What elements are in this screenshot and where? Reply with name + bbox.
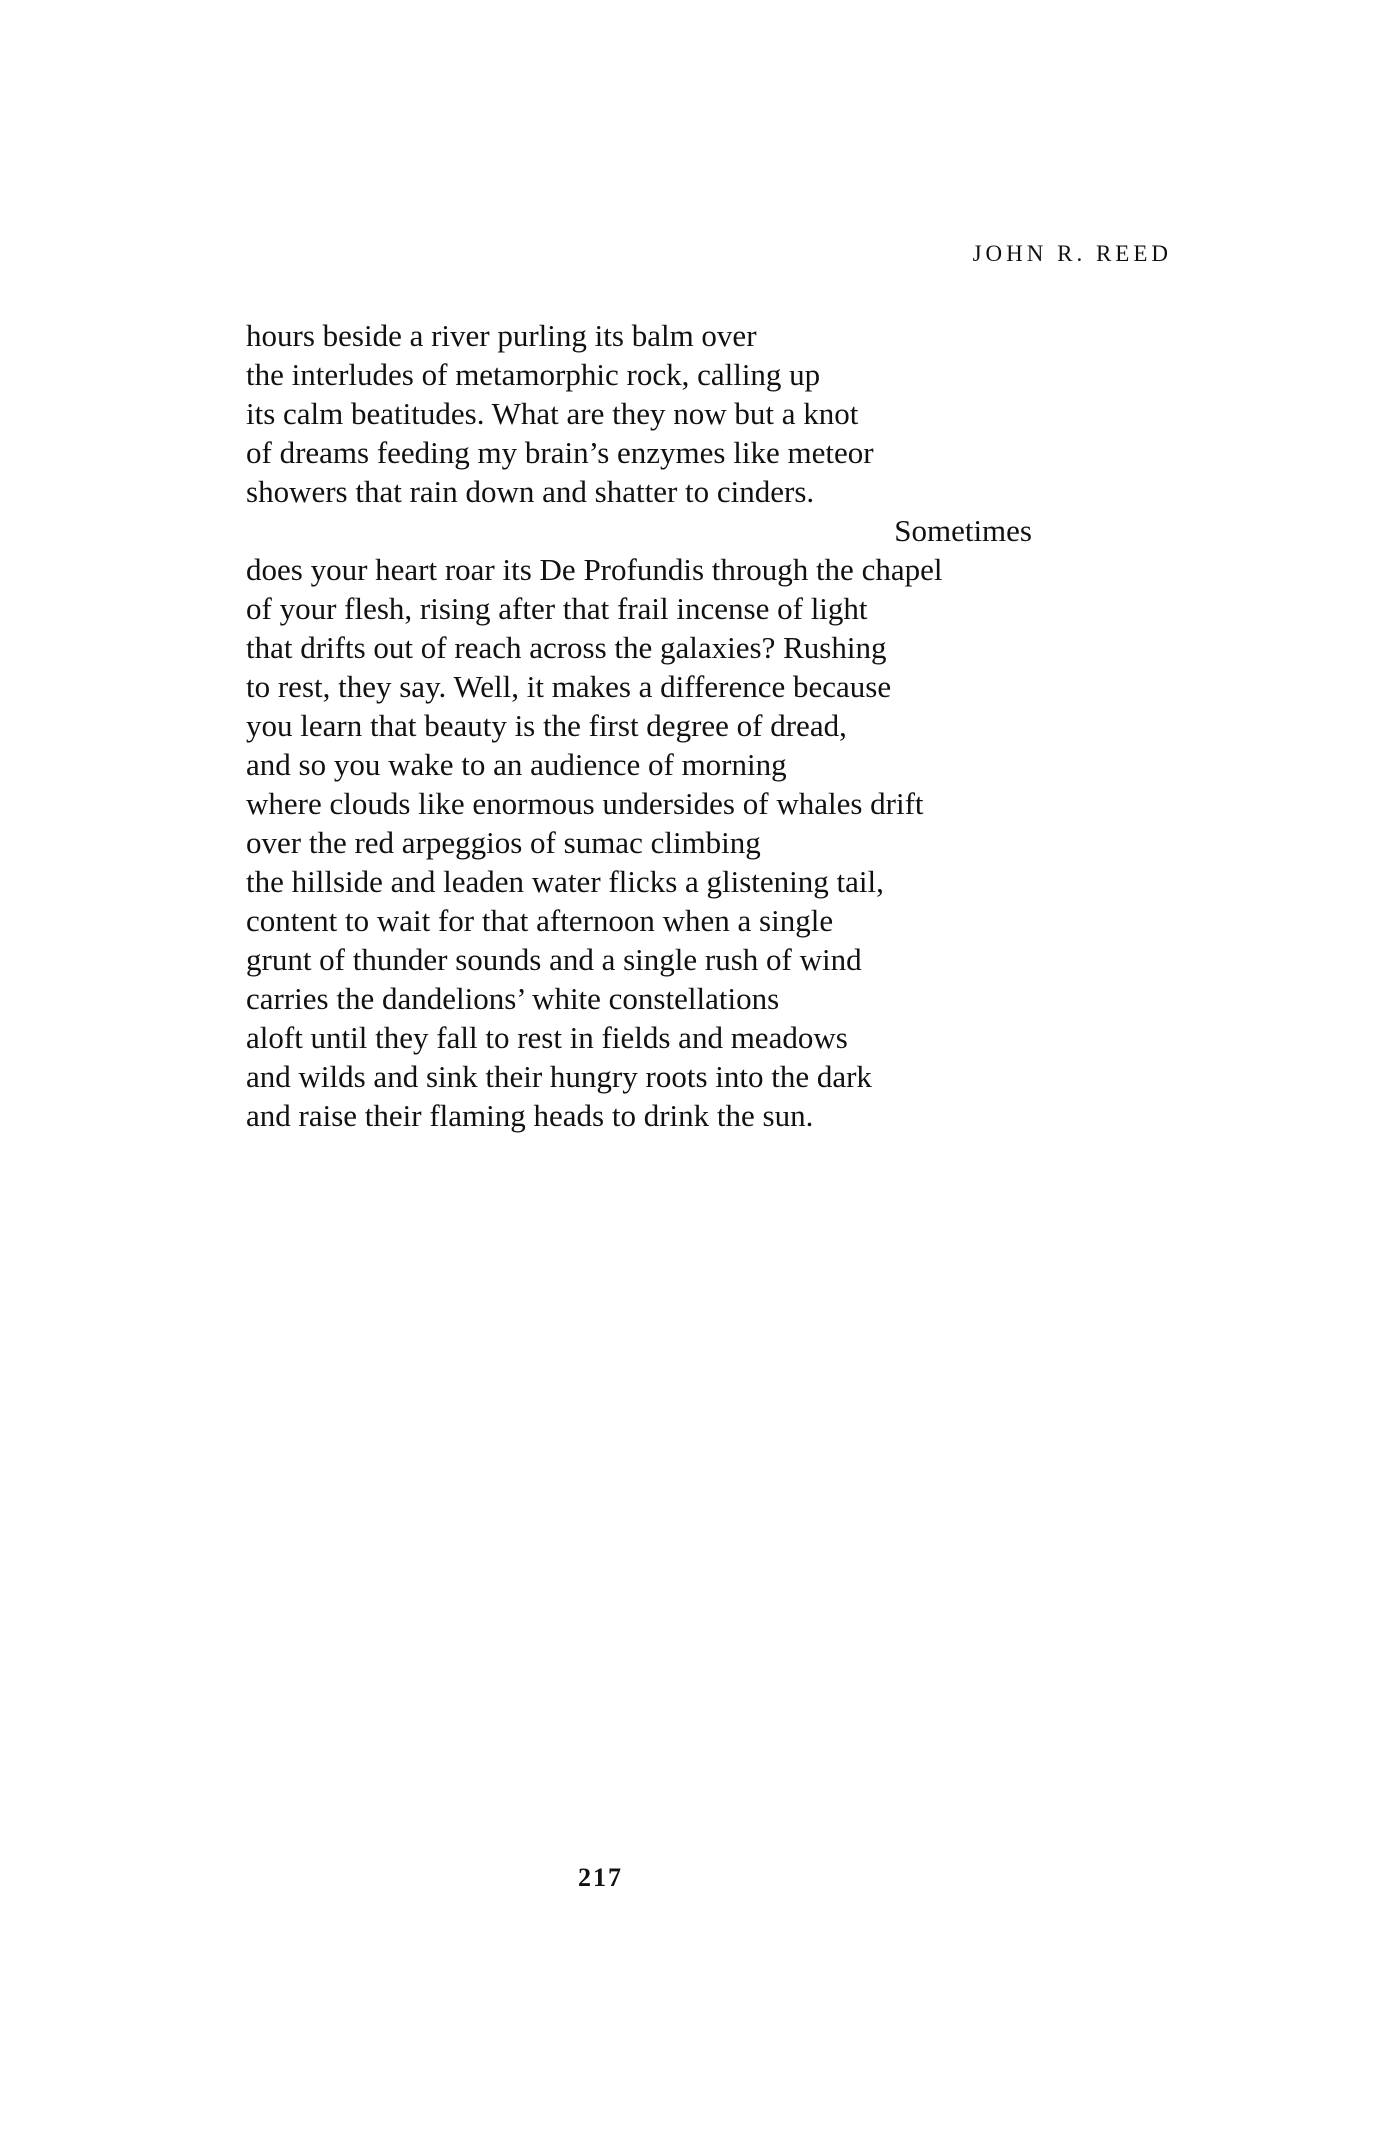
poem-line: carries the dandelions’ white constellations	[246, 981, 780, 1016]
poem-line: to rest, they say. Well, it makes a difference because	[246, 669, 892, 704]
running-head: JOHN R. REED	[972, 241, 1172, 266]
poem-line: its calm beatitudes. What are they now but a knot	[246, 396, 859, 431]
poem-line: that drifts out of reach across the galaxies? Rushing	[246, 630, 887, 665]
poem-line: the interludes of metamorphic rock, calling up	[246, 357, 821, 392]
poem-line: the hillside and leaden water flicks a glistening tail,	[246, 864, 884, 899]
poem-line: does your heart roar its De Profundis through the chapel	[246, 552, 943, 587]
poem-line: content to wait for that afternoon when a single	[246, 903, 834, 938]
poem-line: showers that rain down and shatter to cinders.	[246, 474, 815, 509]
page-number: 217	[578, 1863, 623, 1892]
poem-line: of dreams feeding my brain’s enzymes like meteor	[246, 435, 874, 470]
poem-line: of your flesh, rising after that frail incense of light	[246, 591, 868, 626]
poem-text	[246, 316, 1166, 1135]
poem-line: where clouds like enormous undersides of whales drift	[246, 786, 924, 821]
poem-line: grunt of thunder sounds and a single rush of wind	[246, 942, 862, 977]
poem-line: and raise their flaming heads to drink the sun.	[246, 1098, 814, 1133]
poem-line: you learn that beauty is the first degree of dread,	[246, 708, 847, 743]
poem-line: aloft until they fall to rest in fields and meadows	[246, 1020, 848, 1055]
poem-line: and so you wake to an audience of morning	[246, 747, 787, 782]
poem-line: hours beside a river purling its balm over	[246, 318, 757, 353]
poem-line: and wilds and sink their hungry roots into the dark	[246, 1059, 872, 1094]
poem-line: over the red arpeggios of sumac climbing	[246, 825, 761, 860]
poem-line-dropped: Sometimes	[894, 513, 1032, 548]
